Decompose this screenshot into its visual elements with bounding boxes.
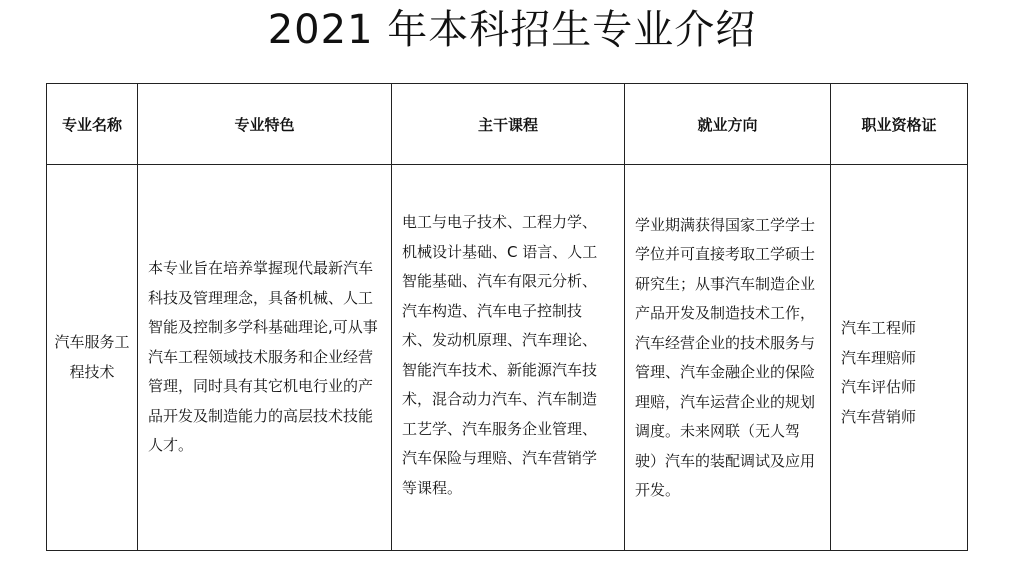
major-intro-table [46,83,968,551]
certificate-item: 汽车理赔师 [841,348,917,367]
cell-career-direction [625,165,831,551]
certificate-item: 汽车工程师 [841,319,917,337]
cell-major-name [47,165,138,551]
cell-main-courses [392,165,625,551]
header-career-direction: 就业方向 [625,84,831,165]
header-certificates: 职业资格证 [831,84,968,165]
major-name-text: 汽车服务工程技术 [54,333,130,381]
header-major-features: 专业特色 [138,84,392,165]
header-major-name: 专业名称 [47,84,138,165]
header-main-courses: 主干课程 [392,84,625,165]
table-row [47,165,968,551]
page-title: 2021 年本科招生专业介绍 [267,7,757,53]
cell-certificates [831,165,968,551]
table-header-row [47,84,968,165]
major-features-text: 本专业旨在培养掌握现代最新汽车科技及管理理念，具备机械、人工智能及控制多学科基础理论,可从事汽车工程领域技术服务和企业经营管理，同时具有其它机电行业的产品开发及制造能力的高层技术技能人才。 [148,259,378,455]
certificate-item: 汽车营销师 [841,407,917,426]
main-courses-text: 电工与电子技术、工程力学、机械设计基础、C 语言、人工智能基础、汽车有限元分析、汽车构造、汽车电子控制技术、发动机原理、汽车理论、智能汽车技术、新能源汽车技术，混合动力汽车、汽车制造工艺学、汽车服务企业管理、汽车保险与理赔、汽车营销学等课程。 [402,213,598,497]
cell-major-features [138,165,392,551]
certificate-list [831,283,967,432]
certificate-item: 汽车评估师 [841,378,917,396]
career-direction-text: 学业期满获得国家工学学士学位并可直接考取工学硕士研究生；从事汽车制造企业产品开发及制造技术工作，汽车经营企业的技术服务与管理、汽车金融企业的保险理赔，汽车运营企业的规划调度。未来网联（无人驾驶）汽车的装配调试及应用开发。 [635,215,816,499]
